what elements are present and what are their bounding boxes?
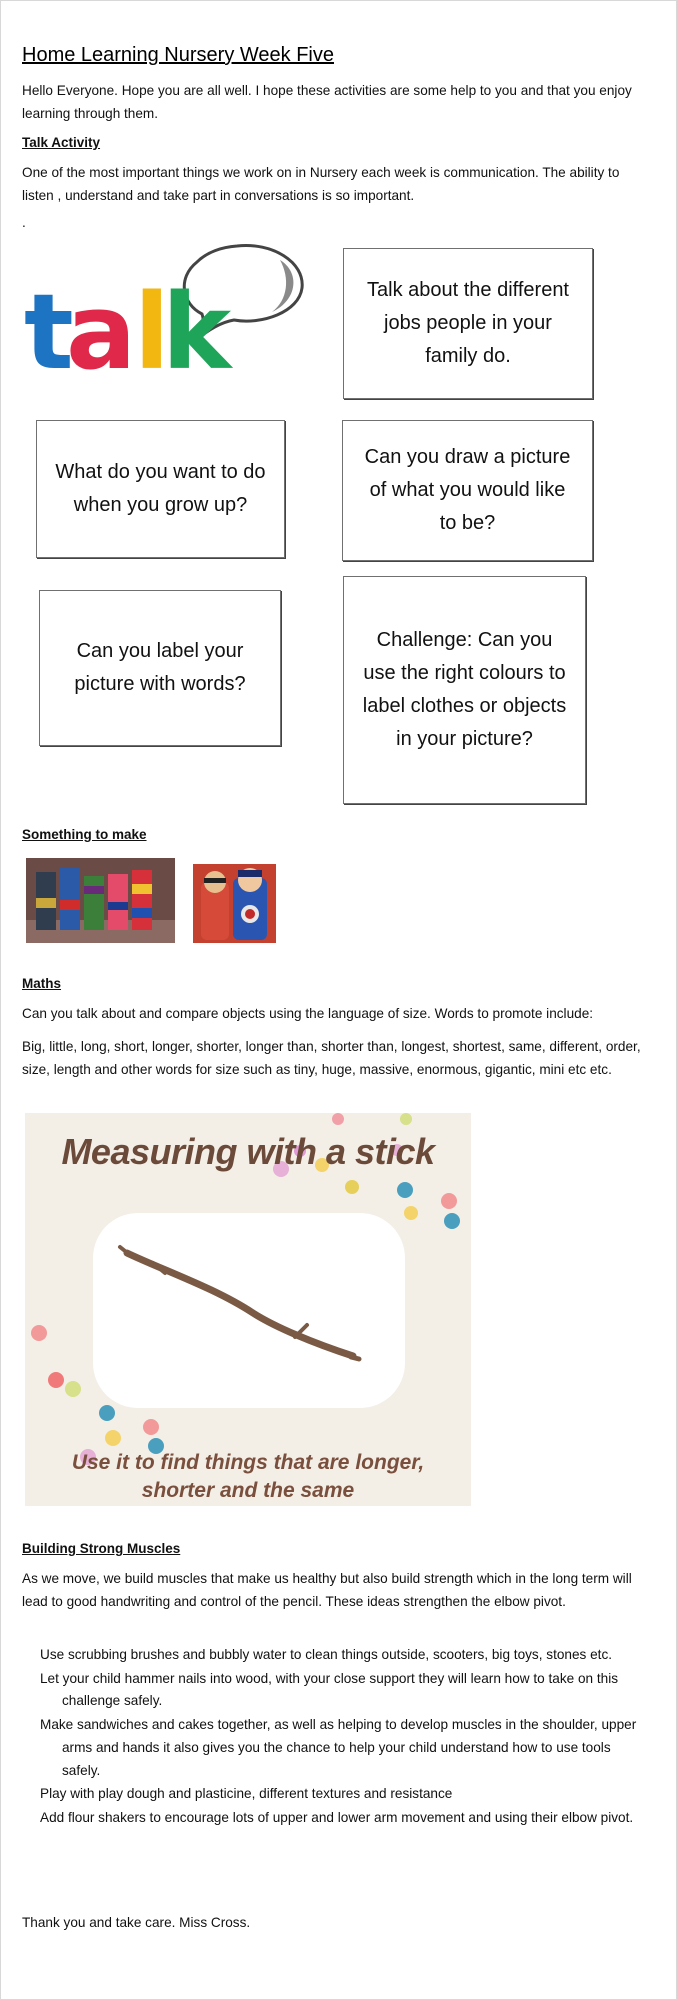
maths-heading: Maths	[22, 976, 62, 991]
talk-text: One of the most important things we work on in Nursery each week is communication. The ability to listen , understand and take part in conversations is so important.	[22, 165, 620, 203]
talk-logo	[22, 240, 312, 385]
talk-logo-graphic	[22, 240, 312, 385]
superhero-rolls-photo	[26, 858, 175, 943]
superhero-rolls-graphic	[26, 858, 175, 943]
list-item: Play with play dough and plasticine, different textures and resistance	[40, 1786, 453, 1802]
bottle-superhero-graphic	[193, 864, 276, 943]
muscles-list	[40, 1644, 640, 1831]
maths-text-intro: Can you talk about and compare objects using the language of size. Words to promote include:	[22, 1006, 594, 1021]
logo-letter-k: k	[162, 271, 232, 385]
logo-letter-l: l	[134, 271, 170, 385]
talk-box-label: Can you label your picture with words?	[39, 590, 281, 746]
list-item: Add flour shakers to encourage lots of upper and lower arm movement and using their elbow pivot.	[40, 1809, 634, 1825]
talk-box-challenge: Challenge: Can you use the right colours to label clothes or objects in your picture?	[343, 576, 586, 804]
page-title: Home Learning Nursery Week Five	[22, 44, 334, 66]
poster-caption	[25, 1449, 471, 1505]
talk-box-grow-up: What do you want to do when you grow up?	[36, 420, 285, 558]
bottle-superhero-photo	[193, 864, 276, 943]
muscles-heading: Building Strong Muscles	[22, 1541, 181, 1556]
talk-box-draw: Can you draw a picture of what you would like to be?	[342, 420, 593, 561]
logo-letter-a: a	[66, 271, 137, 385]
poster-caption-line-2: shorter and the same	[141, 1479, 355, 1502]
poster-caption-line-1: Use it to find things that are longer,	[71, 1451, 425, 1474]
maths-text-words: Big, little, long, short, longer, shorter, longer than, shorter than, longest, shortest, same, different, order, size, length and other words for size such as tiny, huge, massive, enormous, gigantic, mini etc etc.	[22, 1039, 641, 1077]
list-item: Make sandwiches and cakes together, as well as helping to develop muscles in the shoulder, upper arms and hands it also gives you the chance to help your child understand how to use tools safely.	[40, 1717, 637, 1778]
list-item: Use scrubbing brushes and bubbly water to clean things outside, scooters, big toys, stones etc.	[40, 1647, 613, 1662]
talk-dot: .	[22, 215, 26, 230]
measuring-poster	[25, 1113, 471, 1506]
logo-letter-t: t	[24, 271, 74, 385]
make-heading: Something to make	[22, 827, 147, 842]
talk-heading: Talk Activity	[22, 135, 101, 150]
intro-text: Hello Everyone. Hope you are all well. I hope these activities are some help to you and that you enjoy learning through them.	[22, 83, 632, 121]
poster-title: Measuring with a stick	[61, 1131, 435, 1172]
list-item: Let your child hammer nails into wood, with your close support they will learn how to take on this challenge safely.	[40, 1670, 619, 1709]
signoff: Thank you and take care. Miss Cross.	[22, 1915, 251, 1930]
talk-box-jobs: Talk about the different jobs people in your family do.	[343, 248, 593, 399]
muscles-text: As we move, we build muscles that make us healthy but also build strength which in the long term will lead to good handwriting and control of the pencil. These ideas strengthen the elbow pivot.	[22, 1571, 632, 1609]
